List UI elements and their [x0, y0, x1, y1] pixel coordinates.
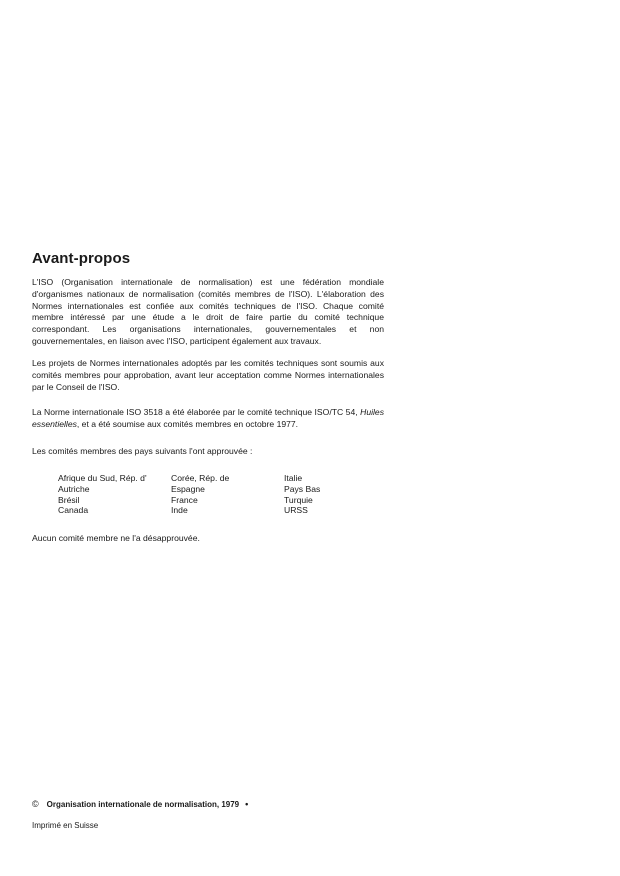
country-item: Canada	[58, 505, 89, 516]
country-item: France	[171, 494, 198, 505]
country-item: Italie	[284, 473, 303, 483]
country-item: Espagne	[171, 483, 205, 494]
country-column-3	[284, 473, 364, 516]
paragraph-norm-origin-start: La Norme internationale ISO 3518 a été élaborée par le comité technique ISO/TC 54,	[32, 407, 361, 417]
country-item: Pays Bas	[284, 483, 321, 494]
country-item: Autriche	[58, 483, 90, 494]
country-item: Inde	[171, 505, 188, 516]
copyright-line	[32, 799, 248, 809]
printed-in-note: Imprimé en Suisse	[32, 821, 99, 830]
country-item: Afrique du Sud, Rép. d'	[58, 473, 147, 483]
paragraph-norm-origin-committee: Huiles essentielles	[32, 407, 384, 429]
paragraph-norm-origin-end: , et a été soumise aux comités membres en octobre 1977.	[76, 418, 299, 429]
country-item: Corée, Rép. de	[171, 473, 230, 483]
country-column-2	[171, 473, 281, 516]
country-column-1	[58, 473, 168, 516]
copyright-symbol: ©	[32, 799, 39, 809]
paragraph-no-disapproval: Aucun comité membre ne l'a désapprouvée.	[32, 533, 200, 543]
country-item: URSS	[284, 505, 308, 516]
paragraph-norm-origin	[32, 407, 384, 431]
country-item: Brésil	[58, 494, 80, 505]
paragraph-approving-members: Les comités membres des pays suivants l'ont approuvée :	[32, 446, 253, 456]
paragraph-approval-process: Les projets de Normes internationales adoptés par les comités techniques sont soumis aux comités membres pour approbation, avant leur acceptation comme Normes internationales par le Conseil de l'ISO.	[32, 358, 384, 392]
country-item: Turquie	[284, 494, 313, 505]
bullet-icon: •	[245, 799, 249, 809]
copyright-organisation: Organisation internationale de normalisation, 1979	[46, 800, 240, 809]
page-title: Avant-propos	[32, 250, 131, 267]
paragraph-iso-description: L'ISO (Organisation internationale de normalisation) est une fédération mondiale d'organismes nationaux de normalisation (comités membres de l'ISO). L'élaboration des Normes internationales est confiée aux comités techniques de l'ISO. Chaque comité membre intéressé par une étude a le droit de faire partie du comité technique correspondant. Les organisations internationales, gouvernementales et non gouvernementales, en liaison avec l'ISO, participent également aux travaux.	[32, 277, 384, 346]
